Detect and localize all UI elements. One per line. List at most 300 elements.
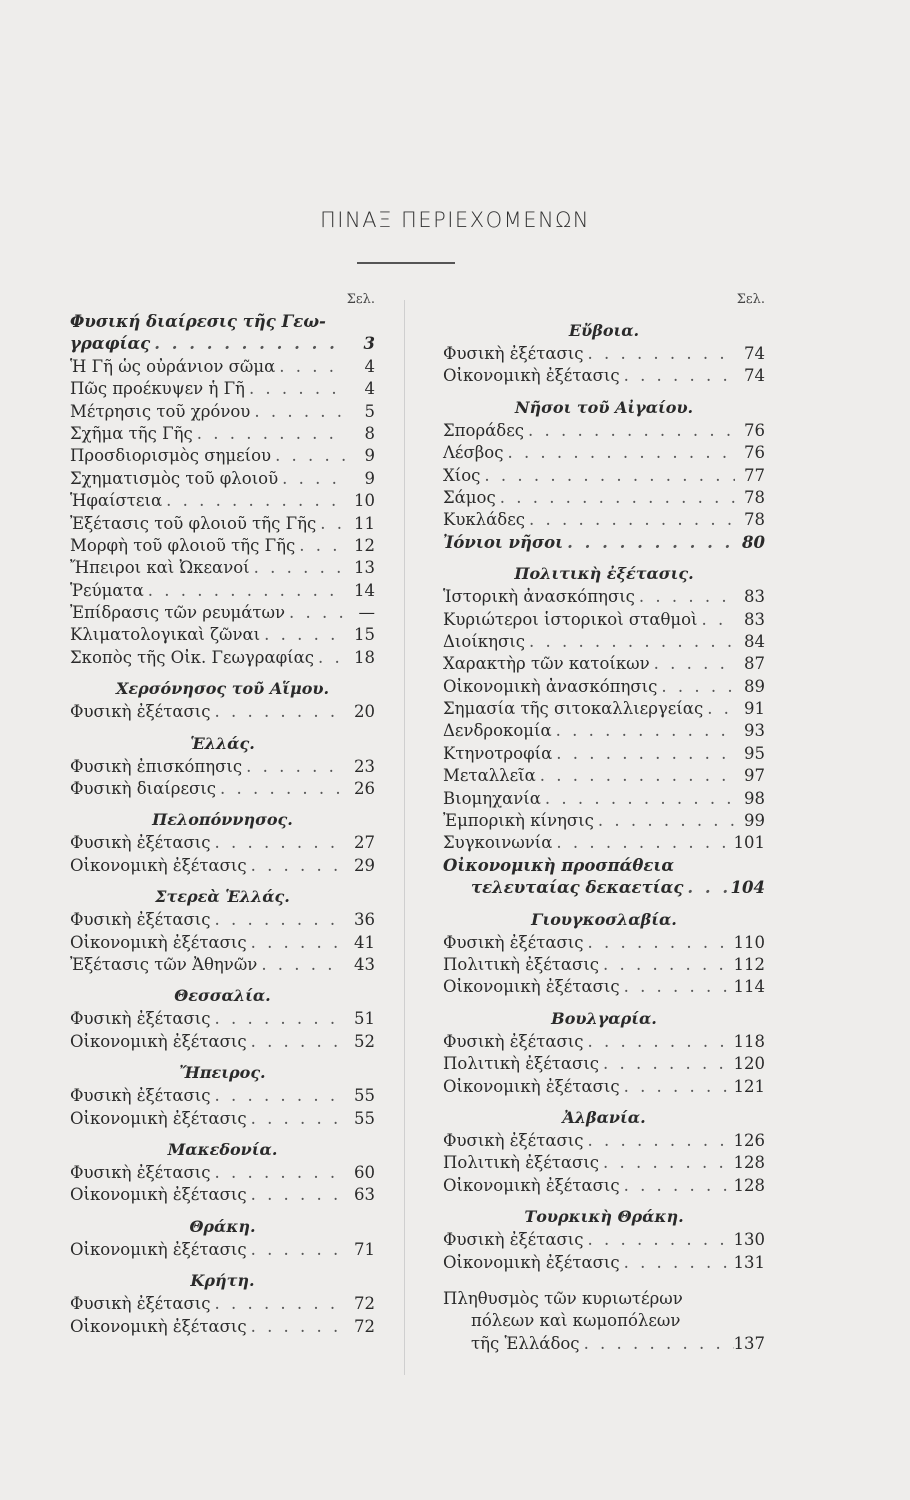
toc-entry-page: 71 [354,1239,375,1259]
leader-dots [703,699,735,718]
toc-entry [443,955,765,977]
section-heading: Μακεδονία. [167,1139,278,1159]
toc-entry-page: 55 [354,1108,375,1128]
toc-entry-page: 11 [354,513,375,533]
leader-dots [314,648,345,667]
toc-entry-title: Σκοπὸς τῆς Οἰκ. Γεωγραφίας [70,647,315,667]
leader-dots [210,1009,345,1028]
toc-entry-page: 23 [354,756,375,776]
toc-entry [70,1086,375,1108]
left-column [70,292,375,1339]
section-heading: Νῆσοι τοῦ Αἰγαίου. [514,397,694,417]
toc-entry [443,466,765,488]
toc-entry [443,1054,765,1076]
leader-dots [316,514,345,533]
leader-dots [552,721,735,740]
toc-section [70,1214,375,1262]
toc-entry-page: 13 [354,558,375,578]
toc-entry-pop [443,1334,765,1356]
toc-entry [70,558,375,580]
section-heading: Χερσόνησος τοῦ Αἵμου. [115,679,330,699]
toc-entry-title: Οἰκονομικὴ ἐξέτασις [70,855,247,875]
toc-entry-page: 15 [354,625,375,645]
toc-entry-title: Ἤπειροι καὶ Ὠκεανοί [70,558,250,578]
toc-entry-page: 126 [733,1130,765,1150]
toc-entry-page: 97 [744,766,765,786]
toc-entry-title: Οἰκονομικὴ ἐξέτασις [70,1108,247,1128]
toc-entry-page: 4 [364,379,375,399]
leader-dots [620,1253,734,1272]
toc-entry-page: 91 [744,699,765,719]
toc-entry [443,1077,765,1099]
toc-entry [443,789,765,811]
toc-entry-page: 43 [354,954,375,974]
leader-dots [247,1185,345,1204]
title-rule [357,262,455,264]
toc-entry-title: Δενδροκομία [443,721,552,741]
toc-section [70,731,375,802]
toc-entry [443,510,765,532]
toc-entry [70,1240,375,1262]
leader-dots [580,1334,734,1353]
toc-entry [443,632,765,654]
toc-entry-page: 128 [733,1153,765,1173]
toc-entry [70,379,375,401]
leader-dots [247,1240,345,1259]
section-euboea [443,318,765,389]
toc-entry [443,610,765,632]
leader-dots [496,488,735,507]
toc-entry-page: 55 [354,1086,375,1106]
toc-entry-title: Πολιτικὴ ἐξέτασις [443,1054,600,1074]
toc-entry-title: τελευταίας δεκαετίας [471,878,684,898]
toc-entry-title: Σχῆμα τῆς Γῆς [70,423,193,443]
section-heading: Στερεὰ Ἑλλάς. [155,887,290,907]
toc-entry [70,648,375,670]
leader-dots [210,833,345,852]
toc-entry [70,1163,375,1185]
section-albania [443,1105,765,1198]
toc-section [70,807,375,878]
leader-dots [210,910,345,929]
leader-dots [210,1086,345,1105]
toc-entry-page: 36 [354,910,375,930]
toc-entry-econ-line1: Οἰκονομικὴ προσπάθεια [443,855,675,875]
section-heading: Βουλγαρία. [551,1008,657,1028]
leader-dots [620,977,734,996]
toc-section [70,1137,375,1208]
page-column-label: Σελ. [346,292,375,307]
leader-dots [210,702,345,721]
section-yugoslavia [443,907,765,1000]
toc-entry-page: 3 [363,334,375,354]
leader-dots [260,625,345,644]
toc-entry [70,910,375,932]
toc-entry-page: 74 [744,344,765,363]
toc-entry-title: Προσδιορισμὸς σημείου [70,446,272,466]
column-divider [404,300,405,1375]
toc-entry [70,833,375,855]
toc-entry [443,721,765,743]
toc-entry [443,587,765,609]
toc-entry-title: Οἰκονομικὴ ἐξέτασις [443,366,620,386]
toc-entry-page: 80 [742,532,765,552]
section-heading: Κρήτη. [190,1271,255,1291]
toc-entry [70,603,375,625]
toc-entry-title: Οἰκονομικὴ ἐξέτασις [443,1252,620,1272]
toc-entry-title: Χίος [443,465,481,485]
toc-entry-page: 112 [733,954,765,974]
toc-entry [443,344,765,366]
toc-entry-page: 60 [354,1162,375,1182]
toc-entry-title: Οἰκονομικὴ ἐξέτασις [70,1031,247,1051]
toc-entry-page: 118 [733,1031,765,1051]
toc-entry-title: Ἡφαίστεια [70,491,163,511]
toc-entry-page: 78 [744,487,765,507]
section-political [443,561,765,856]
toc-entry-title: Κτηνοτροφία [443,743,553,763]
leader-dots [210,1294,345,1313]
toc-entry-title: Χαρακτὴρ τῶν κατοίκων [443,654,650,674]
leader-dots [525,632,735,651]
toc-entry-page: 14 [354,580,375,600]
toc-entry-title: Φυσικὴ ἐξέτασις [443,1130,584,1150]
toc-entry [443,677,765,699]
toc-entry-title: Οἰκονομικὴ ἐξέτασις [443,1076,620,1096]
toc-entry [70,357,375,379]
toc-entry-title: Φυσικὴ ἐξέτασις [70,833,211,853]
leader-dots [144,581,345,600]
leader-dots [698,610,735,629]
toc-entry-intro-line1: Φυσική διαίρεσις τῆς Γεω- [70,312,326,331]
toc-entry-page: 104 [730,878,765,898]
toc-entry-page: 101 [733,833,765,853]
leader-dots [193,424,345,443]
leader-dots [250,402,345,421]
toc-entry-title: γραφίας [70,334,151,354]
toc-entry-page: 26 [354,779,375,799]
toc-entry-title: Οἰκονομικὴ ἐξέτασις [443,1175,620,1195]
toc-entry-page: 93 [744,721,765,741]
toc-entry-title: Φυσικὴ ἐξέτασις [70,1294,211,1314]
toc-entry [70,1294,375,1316]
page-column-label: Σελ. [736,292,765,307]
toc-entry-page: 51 [354,1009,375,1029]
toc-section [70,884,375,977]
left-sections [70,676,375,1339]
toc-entry [70,1032,375,1054]
leader-dots [162,491,345,510]
leader-dots [563,533,735,552]
leader-dots [583,1131,733,1150]
toc-entry-title: Ἐξέτασις τῶν Ἀθηνῶν [70,954,258,974]
leader-dots [552,833,733,852]
toc-entry [443,654,765,676]
section-heading: Ἑλλάς. [190,733,255,753]
toc-entry-page: 130 [733,1230,765,1250]
leader-dots [657,677,735,696]
section-turkish-thrace [443,1204,765,1275]
toc-entry-title: Φυσικὴ ἐξέτασις [70,1009,211,1029]
toc-entry-page: 29 [354,855,375,875]
toc-entry-title: Φυσικὴ ἐξέτασις [70,1162,211,1182]
toc-entry-title: Κυκλάδες [443,510,525,530]
toc-entry-page: 78 [744,510,765,530]
toc-entry [443,421,765,443]
toc-entry [70,446,375,468]
toc-entry-page: 98 [744,788,765,808]
toc-entry [70,779,375,801]
toc-entry [70,1185,375,1207]
toc-entry-page: 95 [744,743,765,763]
leader-dots [210,1163,345,1182]
leader-dots [216,779,345,798]
toc-entry [70,856,375,878]
toc-entry-title: Βιομηχανία [443,788,541,808]
leader-dots [635,587,735,606]
toc-entry [443,766,765,788]
leader-dots [599,1054,733,1073]
leader-dots [583,1032,733,1051]
toc-entry-page: 9 [364,446,375,466]
toc-entry [443,1032,765,1054]
section-bulgaria [443,1006,765,1099]
toc-entry-page: 121 [733,1076,765,1096]
toc-entry-title: Ἐπίδρασις τῶν ρευμάτων [70,603,285,623]
leader-dots [620,1176,734,1195]
toc-entry-page: 41 [354,932,375,952]
section-heading: Θράκη. [189,1216,256,1236]
toc-entry [443,811,765,833]
toc-entry-title: Σχηματισμὸς τοῦ φλοιοῦ [70,468,279,488]
toc-entry-title: Φυσικὴ ἐξέτασις [443,344,584,363]
toc-section [70,1060,375,1131]
toc-entry-pop-line1: Πληθυσμὸς τῶν κυριωτέρων [443,1288,683,1308]
toc-entry-page: 5 [364,401,375,421]
toc-entry-title: τῆς Ἑλλάδος [471,1333,580,1353]
toc-entry-page: 128 [733,1175,765,1195]
toc-entry-title: Οἰκονομικὴ ἐξέτασις [70,1239,247,1259]
toc-entry [443,833,765,855]
toc-entry-page: 77 [744,465,765,485]
leader-dots [583,1230,733,1249]
toc-entry [70,491,375,513]
toc-entry-page: 131 [733,1252,765,1272]
left-general-entries [70,357,375,670]
toc-entry-title: Οἰκονομικὴ ἐξέτασις [443,977,620,997]
toc-entry-title: Φυσικὴ διαίρεσις [70,779,216,799]
toc-entry-title: Ῥεύματα [70,580,144,600]
toc-entry-title: Φυσικὴ ἐξέτασις [70,702,211,722]
leader-dots [541,789,735,808]
toc-entry-title: Πῶς προέκυψεν ἡ Γῆ [70,379,245,399]
toc-entry-page: 9 [364,468,375,488]
toc-entry-page: 114 [733,977,765,997]
toc-entry-title: Οἰκονομικὴ ἐξέτασις [70,1185,247,1205]
toc-entry [443,1253,765,1275]
toc-entry-title: Μέτρησις τοῦ χρόνου [70,401,251,421]
toc-entry-title: Ἐξέτασις τοῦ φλοιοῦ τῆς Γῆς [70,513,317,533]
toc-section [70,983,375,1054]
toc-entry [443,1230,765,1252]
toc-entry [70,933,375,955]
toc-entry [443,1176,765,1198]
toc-entry-title: Φυσικὴ ἐξέτασις [70,1086,211,1106]
leader-dots [247,856,345,875]
toc-entry-ionian [443,533,765,555]
toc-entry-title: Φυσικὴ ἐξέτασις [443,1031,584,1051]
leader-dots [271,446,345,465]
toc-entry-page: 120 [733,1054,765,1074]
toc-entry-title: Σημασία τῆς σιτοκαλλιεργείας [443,699,704,719]
toc-entry-title: Λέσβος [443,443,504,463]
section-heading: Πελοπόννησος. [152,810,293,830]
toc-entry-title: Σάμος [443,487,496,507]
toc-entry-page: 110 [733,932,765,952]
toc-section [70,1268,375,1339]
leader-dots [247,933,345,952]
leader-dots [536,766,735,785]
toc-entry-intro [70,334,375,356]
toc-entry [443,1131,765,1153]
leader-dots [242,757,345,776]
leader-dots [594,811,735,830]
toc-entry-title: Οἰκονομικὴ ἀνασκόπησις [443,676,658,696]
toc-entry [70,1317,375,1339]
leader-dots [583,344,735,363]
toc-entry-title: Ἐμπορικὴ κίνησις [443,811,594,831]
leader-dots [650,654,735,673]
leader-dots [150,334,345,353]
leader-dots [620,366,735,385]
toc-entry-title: Πολιτικὴ ἐξέτασις [443,954,600,974]
toc-entry-title: Διοίκησις [443,631,525,651]
leader-dots [480,466,735,485]
section-heading: Γιουγκοσλαβία. [531,909,677,929]
toc-entry-title: Φυσικὴ ἐξέτασις [443,1230,584,1250]
toc-entry [70,424,375,446]
toc-entry-page: 74 [744,366,765,386]
toc-entry-page: 72 [354,1294,375,1314]
toc-entry-page: 99 [744,811,765,831]
toc-entry [443,443,765,465]
toc-entry-page: 4 [364,356,375,376]
toc-entry [70,536,375,558]
section-heading: Θεσσαλία. [174,986,271,1006]
toc-entry-title: Ἰόνιοι νῆσοι [443,532,564,552]
toc-entry [443,699,765,721]
leader-dots [503,443,735,462]
section-heading: Τουρκικὴ Θράκη. [524,1207,684,1227]
right-column [443,292,765,1356]
toc-entry-title: Οἰκονομικὴ ἐξέτασις [70,932,247,952]
leader-dots [620,1077,734,1096]
toc-entry [443,488,765,510]
leader-dots [285,603,345,622]
section-heading: Εὔβοια. [568,321,640,340]
toc-entry [70,625,375,647]
toc-entry-title: Φυσικὴ ἐξέτασις [70,910,211,930]
leader-dots [525,510,735,529]
toc-entry-page: 8 [364,423,375,443]
section-heading: Ἤπειρος. [179,1063,266,1083]
toc-section [70,676,375,724]
toc-entry-page: 12 [354,535,375,555]
leader-dots [295,536,345,555]
leader-dots [278,469,345,488]
toc-entry-page: 76 [744,420,765,440]
toc-entry [70,514,375,536]
toc-entry-page: 84 [744,631,765,651]
leader-dots [552,744,735,763]
toc-entry-title: Πολιτικὴ ἐξέτασις [443,1153,600,1173]
toc-entry-title: Μορφὴ τοῦ φλοιοῦ τῆς Γῆς [70,535,296,555]
toc-entry-title: Κλιματολογικαὶ ζῶναι [70,625,261,645]
toc-entry [70,955,375,977]
leader-dots [275,357,345,376]
leader-dots [257,955,345,974]
toc-entry-title: Φυσικὴ ἐπισκόπησις [70,756,243,776]
toc-entry-page: 72 [354,1316,375,1336]
toc-entry-page: 52 [354,1031,375,1051]
toc-entry-page: 10 [354,491,375,511]
page-title: ΠΙΝΑΞ ΠΕΡΙΕΧΟΜΕΝΩΝ [320,208,590,232]
leader-dots [599,1153,733,1172]
toc-entry [70,702,375,724]
toc-entry-page: 63 [354,1185,375,1205]
leader-dots [599,955,733,974]
leader-dots [583,933,733,952]
toc-entry [70,757,375,779]
toc-entry [70,581,375,603]
toc-entry-page: 89 [744,676,765,696]
toc-entry-title: Οἰκονομικὴ ἐξέτασις [70,1316,247,1336]
toc-entry-title: Ἡ Γῆ ὡς οὐράνιον σῶμα [70,356,276,376]
toc-entry [70,1109,375,1131]
toc-entry [443,744,765,766]
leader-dots [247,1109,345,1128]
toc-entry-page: 83 [744,609,765,629]
toc-entry-title: Μεταλλεῖα [443,766,536,786]
toc-entry-page: 27 [354,833,375,853]
toc-entry-title: Φυσικὴ ἐξέτασις [443,932,584,952]
toc-entry-page: 76 [744,443,765,463]
toc-entry-title: Κυριώτεροι ἱστορικοὶ σταθμοὶ [443,609,698,629]
toc-entry-page: 83 [744,587,765,607]
toc-entry [70,469,375,491]
toc-entry-page: 137 [733,1333,765,1353]
section-heading: Πολιτικὴ ἐξέτασις. [514,564,694,584]
section-heading: Ἀλβανία. [562,1107,646,1127]
toc-entry [443,933,765,955]
toc-entry [443,977,765,999]
leader-dots [247,1032,345,1051]
toc-entry-title: Συγκοινωνία [443,833,553,853]
toc-entry-page: 18 [354,647,375,667]
toc-entry [70,402,375,424]
toc-entry-econ [443,878,765,900]
leader-dots [245,379,345,398]
toc-entry-title: Σποράδες [443,420,525,440]
leader-dots [683,878,730,897]
toc-entry-page: 20 [354,702,375,722]
toc-entry [443,366,765,388]
leader-dots [247,1317,345,1336]
toc-entry-page: 87 [744,654,765,674]
toc-entry [443,1153,765,1175]
toc-entry [70,1009,375,1031]
leader-dots [250,558,345,577]
